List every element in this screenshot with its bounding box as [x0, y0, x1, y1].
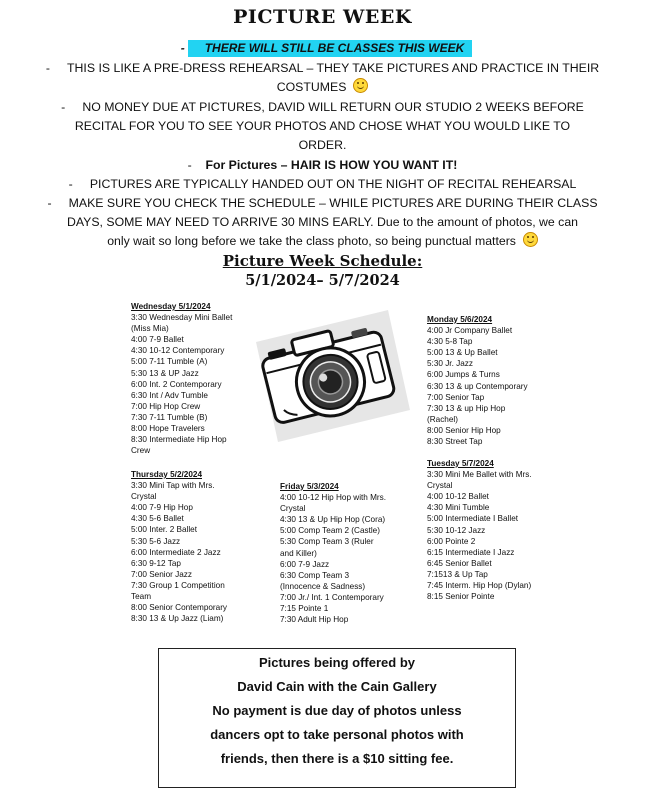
hair-text: For Pictures – HAIR IS HOW YOU WANT IT!	[205, 158, 458, 172]
schedule-item: 6:00 Jumps & Turns	[427, 370, 500, 380]
schedule-item: 6:00 Pointe 2	[427, 536, 476, 546]
schedule-item: Crew	[131, 446, 151, 456]
classes-notice: THERE WILL STILL BE CLASSES THIS WEEK	[204, 41, 465, 55]
schedule-friday	[280, 481, 386, 625]
schedule-item: 5:30 10-12 Jazz	[427, 525, 486, 535]
schedule-item: 5:30 5-6 Jazz	[131, 536, 181, 546]
smiley-icon	[523, 232, 538, 247]
day-header: Tuesday 5/7/2024	[427, 459, 494, 468]
info-line: David Cain with the Cain Gallery	[237, 679, 437, 694]
schedule-item: 4:30 13 & Up Hip Hop (Cora)	[280, 515, 386, 525]
schedule-item: 4:00 Jr Company Ballet	[427, 326, 513, 336]
schedule-tuesday	[427, 458, 532, 602]
schedule-item: Crystal	[131, 492, 157, 502]
schedule-wednesday	[131, 301, 232, 456]
schedule-monday	[427, 314, 528, 447]
schedule-item: (Rachel)	[427, 414, 458, 424]
schedule-thursday	[131, 469, 227, 624]
arrive-early-text: DAYS, SOME MAY NEED TO ARRIVE 30 MINS EARLY.	[66, 215, 374, 229]
schedule-item: 6:45 Senior Ballet	[427, 558, 492, 568]
bullet-pre-dress-cont	[0, 78, 645, 97]
schedule-item: 5:30 Comp Team 3 (Ruler	[280, 537, 374, 547]
no-money-text: NO MONEY DUE AT PICTURES, DAVID WILL RETURN OUR STUDIO 2 WEEKS BEFORE	[82, 100, 584, 114]
schedule-item: 5:00 Intermediate I Ballet	[427, 514, 519, 524]
schedule-item: (Innocence & Sadness)	[280, 581, 366, 591]
schedule-item: 7:45 Interm. Hip Hop (Dylan)	[427, 581, 532, 591]
schedule-item: 8:30 Intermediate Hip Hop	[131, 435, 227, 445]
schedule-item: 6:00 Int. 2 Contemporary	[131, 379, 222, 389]
schedule-item: 7:30 7-11 Tumble (B)	[131, 412, 208, 422]
schedule-item: 7:1513 & Up Tap	[427, 569, 488, 579]
schedule-item: 6:30 13 & up Contemporary	[427, 381, 528, 391]
schedule-item: 5:00 Inter. 2 Ballet	[131, 525, 197, 535]
schedule-item: 5:00 Comp Team 2 (Castle)	[280, 526, 380, 536]
schedule-title: Picture Week Schedule:	[222, 252, 423, 270]
schedule-item: 7:15 Pointe 1	[280, 604, 329, 614]
schedule-item: 8:30 13 & Up Jazz (Liam)	[131, 614, 224, 624]
schedule-note-line2	[0, 213, 645, 232]
schedule-item: 5:30 13 & UP Jazz	[131, 368, 199, 378]
schedule-item: 8:00 Senior Hip Hop	[427, 425, 501, 435]
schedule-item: 5:00 7-11 Tumble (A)	[131, 357, 208, 367]
schedule-item: 7:30 13 & up Hip Hop	[427, 403, 506, 413]
bullet-classes: - THERE WILL STILL BE CLASSES THIS WEEK	[180, 41, 465, 55]
schedule-item: 7:30 Adult Hip Hop	[280, 615, 349, 625]
schedule-item: 7:00 Senior Jazz	[131, 569, 192, 579]
schedule-item: 3:30 Mini Tap with Mrs.	[131, 481, 215, 491]
no-money-line3: ORDER.	[298, 138, 347, 152]
pre-dress-text: THIS IS LIKE A PRE-DRESS REHEARSAL – THEY TAKE PICTURES AND PRACTICE IN THEIR	[67, 61, 600, 75]
schedule-item: 4:00 7-9 Hip Hop	[131, 503, 193, 513]
schedule-item: 5:00 13 & Up Ballet	[427, 348, 498, 358]
costumes-text: COSTUMES	[276, 80, 347, 94]
schedule-item: 4:30 Mini Tumble	[427, 503, 490, 513]
schedule-item: 6:30 Comp Team 3	[280, 570, 350, 580]
schedule-item: 8:30 Street Tap	[427, 437, 483, 447]
smiley-icon	[353, 78, 368, 93]
schedule-item: Crystal	[280, 504, 306, 514]
schedule-item: 3:30 Wednesday Mini Ballet	[131, 313, 233, 323]
day-header: Thursday 5/2/2024	[131, 470, 202, 479]
schedule-item: 6:30 9-12 Tap	[131, 558, 181, 568]
schedule-item: 4:00 10-12 Hip Hop with Mrs.	[280, 493, 387, 503]
schedule-item: 6:00 Intermediate 2 Jazz	[131, 547, 221, 557]
schedule-note-text: MAKE SURE YOU CHECK THE SCHEDULE – WHILE PICTURES ARE DURING THEIR CLASS	[68, 196, 598, 210]
handed-out-text: PICTURES ARE TYPICALLY HANDED OUT ON THE NIGHT OF RECITAL REHEARSAL	[89, 177, 577, 191]
info-line: friends, then there is a $10 sitting fee.	[220, 751, 454, 766]
schedule-item: 6:15 Intermediate I Jazz	[427, 547, 515, 557]
bullet-no-money: - NO MONEY DUE AT PICTURES, DAVID WILL RETURN OUR STUDIO 2 WEEKS BEFORE	[61, 100, 584, 114]
info-line: No payment is due day of photos unless	[212, 703, 462, 718]
schedule-item: 4:00 10-12 Ballet	[427, 492, 489, 502]
schedule-item: 4:30 10-12 Contemporary	[131, 346, 225, 356]
schedule-item: Team	[131, 592, 152, 602]
schedule-item: 4:00 7-9 Ballet	[131, 335, 184, 345]
schedule-dates: 5/1/2024– 5/7/2024	[245, 272, 400, 289]
schedule-item: Crystal	[427, 481, 453, 491]
schedule-item: and Killer)	[280, 548, 317, 558]
schedule-item: (Miss Mia)	[131, 324, 169, 334]
bullet-pre-dress: - THIS IS LIKE A PRE-DRESS REHEARSAL – THEY TAKE PICTURES AND PRACTICE IN THEIR	[45, 61, 600, 75]
info-line: Pictures being offered by	[258, 655, 416, 670]
bullet-schedule: - MAKE SURE YOU CHECK THE SCHEDULE – WHILE PICTURES ARE DURING THEIR CLASS	[47, 196, 598, 210]
schedule-item: 4:30 5-6 Ballet	[131, 514, 184, 524]
day-header: Monday 5/6/2024	[427, 315, 493, 324]
schedule-note-line3	[0, 232, 645, 251]
schedule-item: 7:00 Jr./ Int. 1 Contemporary	[280, 592, 384, 602]
bullet-hair: - For Pictures – HAIR IS HOW YOU WANT IT!	[187, 158, 458, 172]
schedule-item: 7:00 Hip Hop Crew	[131, 401, 201, 411]
schedule-item: 7:00 Senior Tap	[427, 392, 485, 402]
schedule-item: 6:30 Int / Adv Tumble	[131, 390, 208, 400]
page-title: PICTURE WEEK	[233, 6, 412, 28]
schedule-item: 8:00 Hope Travelers	[131, 424, 205, 434]
day-header: Wednesday 5/1/2024	[131, 302, 211, 311]
info-line: dancers opt to take personal photos with	[210, 727, 464, 742]
camera-icon	[238, 302, 418, 452]
schedule-item: 4:30 5-8 Tap	[427, 337, 473, 347]
punctual-text: only wait so long before we take the class photo, so being punctual matters	[107, 234, 516, 248]
schedule-item: 7:30 Group 1 Competition	[131, 580, 225, 590]
schedule-item: 8:00 Senior Contemporary	[131, 603, 228, 613]
schedule-item: 6:00 7-9 Jazz	[280, 559, 330, 569]
schedule-item: 5:30 Jr. Jazz	[427, 359, 473, 369]
photos-amount-text: Due to the amount of photos, we can	[377, 215, 579, 229]
day-header: Friday 5/3/2024	[280, 482, 339, 491]
no-money-line2: RECITAL FOR YOU TO SEE YOUR PHOTOS AND CHOSE WHAT YOU WOULD LIKE TO	[74, 119, 571, 133]
bullet-handed-out: - PICTURES ARE TYPICALLY HANDED OUT ON THE NIGHT OF RECITAL REHEARSAL	[68, 177, 577, 191]
info-box	[158, 648, 516, 788]
schedule-item: 8:15 Senior Pointe	[427, 592, 495, 602]
schedule-item: 3:30 Mini Me Ballet with Mrs.	[427, 470, 532, 480]
